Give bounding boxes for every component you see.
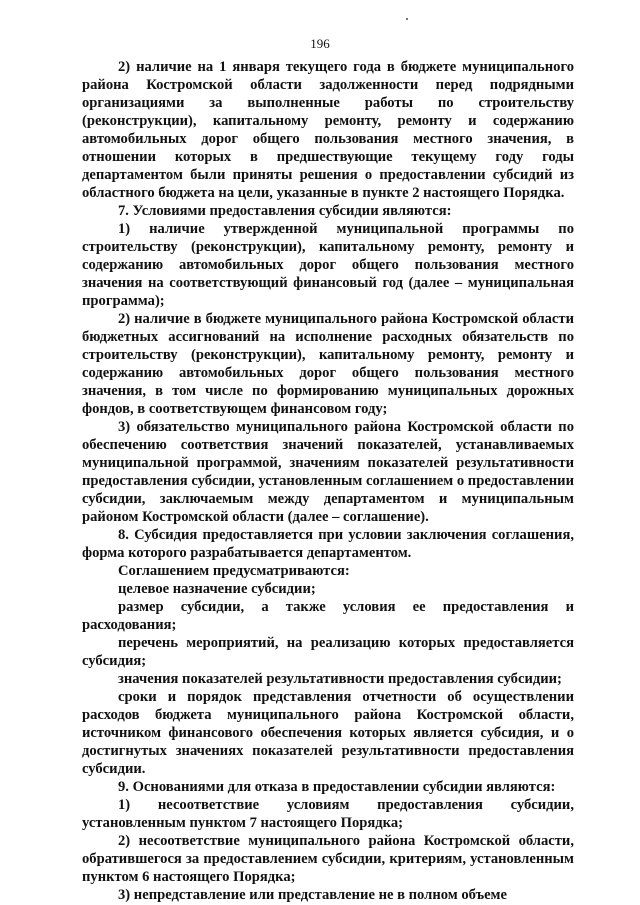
paragraph: 2) несоответствие муниципального района Костромской области, обратившегося за предоставлением субсидии, критериям, установленным пунктом 6 настоящего Порядка; [82, 833, 574, 885]
paragraph: 2) наличие в бюджете муниципального района Костромской области бюджетных ассигнований на исполнение расходных обязательств по строительству (реконструкции), капитальному ремонту, ремонту и содержанию автомобильных дорог общего пользования местного значения, в том числе по формированию муниципальных дорожных фондов, в соответствующем финансовом году; [82, 311, 574, 417]
paragraph: 1) несоответствие условиям предоставления субсидии, установленным пунктом 7 настоящего Порядка; [82, 797, 574, 831]
paragraph: значения показателей результативности предоставления субсидии; [118, 671, 562, 687]
paragraph: 3) непредставление или представление не в полном объеме [118, 887, 507, 903]
paragraph: 1) наличие утвержденной муниципальной программы по строительству (реконструкции), капитальному ремонту, ремонту и содержанию автомобильных дорог общего пользования местного значения на соответствующий финансовый год (далее – муниципальная программа); [82, 221, 574, 309]
paragraph: 3) обязательство муниципального района Костромской области по обеспечению соответствия значений показателей, устанавливаемых муниципальной программой, значениям показателей результативности предоставления субсидии, установленным соглашением о предоставлении субсидии, заключаемым между департаментом и муниципальным районом Костромской области (далее – соглашение). [82, 419, 574, 525]
paragraph: 9. Основаниями для отказа в предоставлении субсидии являются: [118, 779, 556, 795]
paragraph: сроки и порядок представления отчетности об осуществлении расходов бюджета муниципального района Костромской области, источником финансового обеспечения которых является субсидия, и о достигнутых значениях показателей результативности предоставления субсидии. [82, 689, 574, 777]
paragraph: 8. Субсидия предоставляется при условии заключения соглашения, форма которого разрабатывается департаментом. [82, 527, 574, 561]
document-body [82, 58, 574, 904]
paragraph: перечень мероприятий, на реализацию которых предоставляется субсидия; [82, 635, 574, 669]
paragraph: 7. Условиями предоставления субсидии являются: [118, 203, 452, 219]
paragraph: 2) наличие на 1 января текущего года в бюджете муниципального района Костромской области задолженности перед подрядными организациями за выполненные работы по строительству (реконструкции), капитальному ремонту, ремонту и содержанию автомобильных дорог общего пользования местного значения, в отношении которых в предшествующие текущему году годы департаментом были приняты решения о предоставлении субсидий из областного бюджета на цели, указанные в пункте 2 настоящего Порядка. [82, 59, 574, 201]
paragraph: Соглашением предусматриваются: [118, 563, 350, 579]
page-number: 196 [310, 36, 330, 51]
paragraph: размер субсидии, а также условия ее предоставления и расходования; [82, 599, 574, 633]
paragraph: целевое назначение субсидии; [118, 581, 316, 597]
scan-mark [406, 18, 408, 20]
